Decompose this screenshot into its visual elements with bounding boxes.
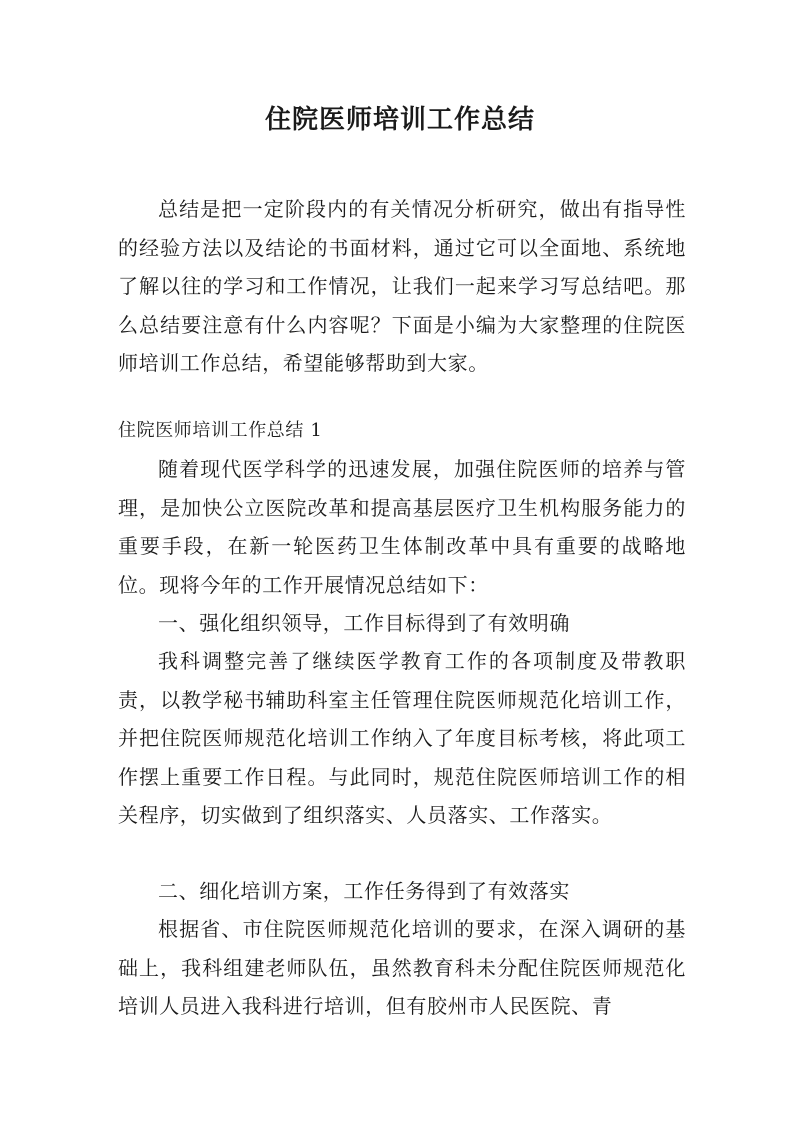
point-body-2: 根据省、市住院医师规范化培训的要求，在深入调研的基础上，我科组建老师队伍，虽然教育科未分配住院医师规范化培训人员进入我科进行培训，但有胶州市人民医院、青 [118,917,686,1018]
intro-paragraph: 总结是把一定阶段内的有关情况分析研究，做出有指导性的经验方法以及结论的书面材料，通过它可以全面地、系统地了解以往的学习和工作情况，让我们一起来学习写总结吧。那么总结要注意有什么内容呢？下面是小编为大家整理的住院医师培训工作总结，希望能够帮助到大家。 [118,197,686,375]
section-heading: 住院医师培训工作总结 1 [118,420,323,441]
point-body-1: 我科调整完善了继续医学教育工作的各项制度及带教职责，以教学秘书辅助科室主任管理住院医师规范化培训工作，并把住院医师规范化培训工作纳入了年度目标考核，将此项工作摆上重要工作日程。与此同时，规范住院医师培训工作的相关程序，切实做到了组织落实、人员落实、工作落实。 [118,649,686,827]
document-title: 住院医师培训工作总结 [264,105,535,135]
point-heading-1: 一、强化组织领导，工作目标得到了有效明确 [158,611,570,635]
section-paragraph: 随着现代医学科学的迅速发展，加强住院医师的培养与管理，是加快公立医院改革和提高基层医疗卫生机构服务能力的重要手段，在新一轮医药卫生体制改革中具有重要的战略地位。现将今年的工作开展情况总结如下： [118,457,686,597]
point-heading-2: 二、细化培训方案，工作任务得到了有效落实 [158,879,570,903]
